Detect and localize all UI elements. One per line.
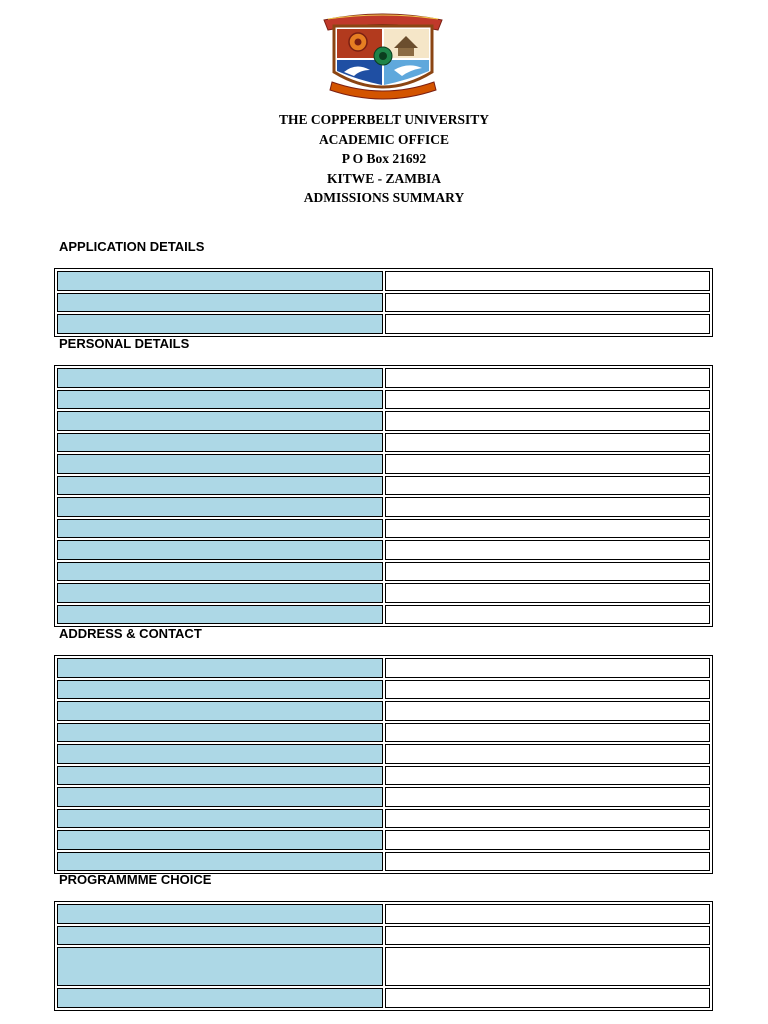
city-country: KITWE - ZAMBIA: [326, 170, 441, 186]
table-row: [56, 743, 711, 765]
programme-choice-table: [54, 901, 713, 1011]
label-cell: [57, 562, 383, 582]
value-field[interactable]: [385, 852, 710, 872]
label-cell: [57, 519, 383, 539]
value-field[interactable]: [385, 988, 710, 1008]
table-row: [56, 765, 711, 787]
value-field[interactable]: [385, 680, 710, 700]
value-field[interactable]: [385, 904, 710, 924]
value-field[interactable]: [385, 497, 710, 517]
label-cell: [57, 314, 383, 334]
application-details-table: [54, 268, 713, 337]
label-cell: [57, 809, 383, 829]
label-cell: [57, 368, 383, 388]
label-cell: [57, 947, 383, 986]
value-field[interactable]: [385, 830, 710, 850]
personal-details-heading: PERSONAL DETAILS: [59, 336, 190, 351]
label-cell: [57, 411, 383, 431]
label-cell: [57, 926, 383, 946]
value-field[interactable]: [385, 540, 710, 560]
label-cell: [57, 433, 383, 453]
value-field[interactable]: [385, 583, 710, 603]
value-field[interactable]: [385, 701, 710, 721]
value-field[interactable]: [385, 926, 710, 946]
table-row: [56, 539, 711, 561]
value-field[interactable]: [385, 723, 710, 743]
table-row: [56, 722, 711, 744]
label-cell: [57, 658, 383, 678]
table-row: [56, 453, 711, 475]
label-cell: [57, 787, 383, 807]
address-contact-heading: ADDRESS & CONTACT: [59, 626, 202, 641]
table-row: [56, 270, 711, 292]
table-row: [56, 851, 711, 873]
document-header: [0, 110, 768, 208]
value-field[interactable]: [385, 454, 710, 474]
table-row: [56, 561, 711, 583]
label-cell: [57, 454, 383, 474]
university-name: THE COPPERBELT UNIVERSITY: [278, 112, 490, 127]
table-row: [56, 582, 711, 604]
table-row: [56, 925, 711, 947]
label-cell: [57, 583, 383, 603]
table-row: [56, 903, 711, 925]
value-field[interactable]: [385, 390, 710, 410]
table-row: [56, 432, 711, 454]
value-field[interactable]: [385, 605, 710, 625]
label-cell: [57, 476, 383, 496]
value-field[interactable]: [385, 411, 710, 431]
value-field[interactable]: [385, 519, 710, 539]
value-field[interactable]: [385, 809, 710, 829]
po-box: P O Box 21692: [341, 151, 427, 166]
value-field[interactable]: [385, 787, 710, 807]
application-details-heading: APPLICATION DETAILS: [59, 239, 205, 254]
table-row: [56, 679, 711, 701]
table-row: [56, 987, 711, 1009]
value-field[interactable]: [385, 766, 710, 786]
table-row: [56, 292, 711, 314]
label-cell: [57, 744, 383, 764]
personal-details-table: [54, 365, 713, 627]
table-row: [56, 389, 711, 411]
table-row: [56, 410, 711, 432]
office-name: ACADEMIC OFFICE: [318, 131, 450, 147]
value-field[interactable]: [385, 314, 710, 334]
table-row: [56, 367, 711, 389]
label-cell: [57, 605, 383, 625]
label-cell: [57, 271, 383, 291]
document-title: ADMISSIONS SUMMARY: [303, 190, 465, 205]
value-field[interactable]: [385, 744, 710, 764]
label-cell: [57, 497, 383, 517]
table-row: [56, 946, 711, 987]
label-cell: [57, 988, 383, 1008]
label-cell: [57, 830, 383, 850]
value-field[interactable]: [385, 293, 710, 313]
value-field[interactable]: [385, 562, 710, 582]
value-field[interactable]: [385, 433, 710, 453]
value-field[interactable]: [385, 947, 710, 986]
label-cell: [57, 390, 383, 410]
table-row: [56, 829, 711, 851]
label-cell: [57, 766, 383, 786]
table-row: [56, 808, 711, 830]
table-row: [56, 700, 711, 722]
label-cell: [57, 723, 383, 743]
table-row: [56, 496, 711, 518]
table-row: [56, 786, 711, 808]
table-row: [56, 518, 711, 540]
university-crest-logo: [318, 10, 448, 100]
label-cell: [57, 293, 383, 313]
label-cell: [57, 852, 383, 872]
table-row: [56, 657, 711, 679]
table-row: [56, 604, 711, 626]
table-row: [56, 475, 711, 497]
label-cell: [57, 701, 383, 721]
value-field[interactable]: [385, 658, 710, 678]
table-row: [56, 313, 711, 335]
value-field[interactable]: [385, 368, 710, 388]
value-field[interactable]: [385, 476, 710, 496]
programme-choice-heading: PROGRAMMME CHOICE: [59, 872, 212, 887]
label-cell: [57, 540, 383, 560]
label-cell: [57, 904, 383, 924]
label-cell: [57, 680, 383, 700]
address-contact-table: [54, 655, 713, 874]
copperbelt-university-crest-icon: [318, 10, 448, 100]
value-field[interactable]: [385, 271, 710, 291]
